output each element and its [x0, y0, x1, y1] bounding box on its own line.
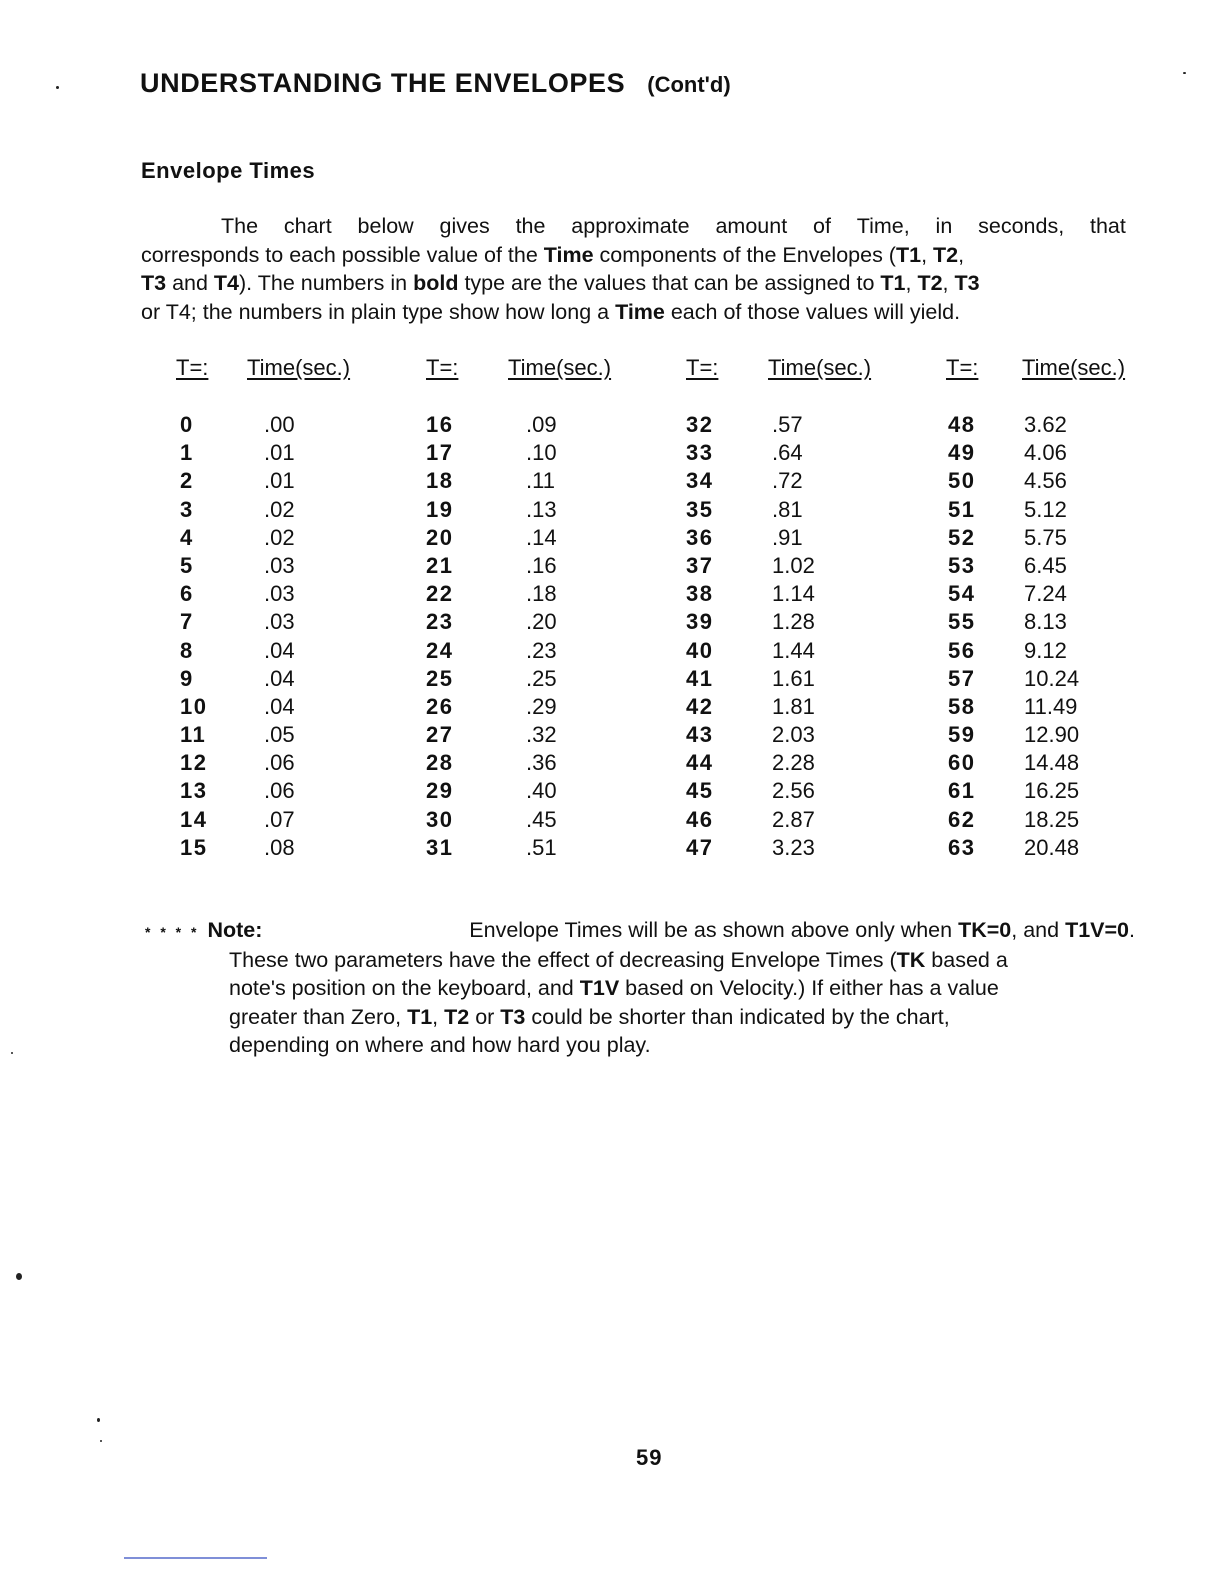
- scan-speck: [97, 1418, 100, 1422]
- time-value: .06: [264, 750, 295, 776]
- t-value: 43: [686, 722, 714, 748]
- t-value: 37: [686, 552, 714, 578]
- time-value: .51: [526, 834, 557, 860]
- t-header-3: T=:: [686, 355, 719, 380]
- intro-word: amount: [715, 214, 788, 238]
- note-line-5: depending on where and how hard you play.: [229, 1032, 651, 1057]
- t-value: 57: [948, 665, 976, 691]
- t-value: 8: [180, 637, 194, 663]
- time-value: .40: [526, 778, 557, 804]
- time-value: 18.25: [1024, 806, 1080, 832]
- time-value: 2.56: [772, 778, 815, 804]
- time-value: .07: [264, 806, 295, 832]
- t-value: 60: [948, 750, 976, 776]
- intro-word: of: [813, 214, 831, 238]
- note-stars: * * * *: [145, 924, 200, 940]
- scan-speck: [1183, 72, 1186, 74]
- time-value: .64: [772, 440, 803, 466]
- time-value: .32: [526, 722, 557, 748]
- time-value: .45: [526, 806, 557, 832]
- scan-speck: [56, 86, 59, 89]
- t-value: 17: [426, 440, 454, 466]
- time-value: 20.48: [1024, 834, 1080, 860]
- intro-line-1: [141, 212, 1126, 241]
- t-value: 26: [426, 693, 454, 719]
- intro-word: the: [515, 214, 546, 238]
- time-value: .57: [772, 412, 803, 437]
- t-value: 56: [948, 637, 976, 663]
- time-value: .18: [526, 581, 557, 607]
- note-line-3: note's position on the keyboard, and T1V based on Velocity.) If either has a value: [229, 976, 999, 1001]
- t-header-2: T=:: [426, 355, 459, 380]
- t-value: 25: [426, 665, 454, 691]
- t-value: 49: [948, 440, 976, 466]
- t-value: 40: [686, 637, 714, 663]
- t-value: 58: [948, 693, 976, 719]
- time-header-1: Time(sec.): [247, 355, 351, 380]
- page-title: [140, 68, 731, 99]
- time-value: 5.12: [1024, 496, 1067, 522]
- t-value: 61: [948, 778, 976, 804]
- time-value: 1.14: [772, 581, 815, 607]
- time-value: .25: [526, 665, 557, 691]
- time-value: .29: [526, 693, 557, 719]
- t-value: 24: [426, 637, 454, 663]
- t-value: 44: [686, 750, 714, 776]
- t-value: 18: [426, 468, 454, 494]
- time-value: 6.45: [1024, 552, 1067, 578]
- t-value: 10: [180, 693, 208, 719]
- t-value: 62: [948, 806, 976, 832]
- time-value: 16.25: [1024, 778, 1080, 804]
- t-value: 55: [948, 609, 976, 635]
- time-value: .01: [264, 440, 295, 466]
- intro-word: that: [1090, 214, 1126, 238]
- time-value: .36: [526, 750, 557, 776]
- note-line-2: These two parameters have the effect of decreasing Envelope Times (TK based a: [229, 948, 1008, 973]
- time-value: 8.13: [1024, 609, 1067, 635]
- time-value: 1.81: [772, 693, 815, 719]
- time-value: 2.87: [772, 806, 815, 832]
- scan-speck: [11, 1052, 13, 1054]
- time-value: 1.28: [772, 609, 815, 635]
- time-value: .72: [772, 468, 803, 494]
- time-value: .16: [526, 552, 557, 578]
- time-header-2: Time(sec.): [508, 355, 612, 380]
- intro-word: approximate: [571, 214, 690, 238]
- t-value: 22: [426, 581, 454, 607]
- time-value: .03: [264, 609, 295, 635]
- t-value: 47: [686, 834, 714, 860]
- t-value: 29: [426, 778, 454, 804]
- intro-word: The: [221, 214, 259, 238]
- time-value: .03: [264, 552, 295, 578]
- t-value: 31: [426, 834, 454, 860]
- intro-word: in: [935, 214, 953, 238]
- time-value: .04: [264, 637, 295, 663]
- time-value: .05: [264, 722, 295, 748]
- t-value: 52: [948, 524, 976, 550]
- intro-line-3: T3 and T4). The numbers in bold type are the values that can be assigned to T1, T2, T3: [141, 271, 980, 295]
- intro-word: chart: [283, 214, 332, 238]
- time-value: .81: [772, 496, 803, 522]
- time-value: 3.23: [772, 834, 815, 860]
- note-label: Note:: [207, 918, 263, 942]
- t-value: 28: [426, 750, 454, 776]
- t-value: 59: [948, 722, 976, 748]
- t-value: 63: [948, 834, 976, 860]
- time-value: .20: [526, 609, 557, 635]
- t-value: 2: [180, 468, 194, 494]
- intro-word: Time,: [856, 214, 910, 238]
- time-value: .91: [772, 524, 803, 550]
- t-value: 19: [426, 496, 454, 522]
- t-value: 9: [180, 665, 194, 691]
- time-header-3: Time(sec.): [768, 355, 872, 380]
- t-value: 0: [180, 412, 194, 437]
- time-value: 4.06: [1024, 440, 1067, 466]
- time-value: .10: [526, 440, 557, 466]
- t-header-4: T=:: [946, 355, 979, 380]
- t-value: 35: [686, 496, 714, 522]
- time-value: 2.03: [772, 722, 815, 748]
- t-value: 6: [180, 581, 194, 607]
- time-value: .02: [264, 524, 295, 550]
- time-value: 2.28: [772, 750, 815, 776]
- t-value: 13: [180, 778, 208, 804]
- note-line-1: * * * * Note: Envelope Times will be as shown above only when TK=0, and T1V=0.: [145, 918, 1135, 942]
- t-value: 42: [686, 693, 714, 719]
- time-value: 1.44: [772, 637, 815, 663]
- t-value: 5: [180, 552, 194, 578]
- t-value: 20: [426, 524, 454, 550]
- time-value: 1.02: [772, 552, 815, 578]
- time-value: 11.49: [1024, 693, 1078, 719]
- intro-word: gives: [439, 214, 490, 238]
- time-value: .23: [526, 637, 557, 663]
- time-value: .02: [264, 496, 295, 522]
- note-line-4: greater than Zero, T1, T2 or T3 could be shorter than indicated by the chart,: [229, 1004, 950, 1029]
- time-value: .08: [264, 834, 295, 860]
- t-value: 11: [180, 722, 207, 748]
- time-value: 14.48: [1024, 750, 1080, 776]
- t-value: 36: [686, 524, 714, 550]
- page-number: 59: [636, 1445, 663, 1470]
- scan-speck: [16, 1273, 22, 1280]
- intro-paragraph: [141, 212, 1126, 326]
- time-value: .06: [264, 778, 295, 804]
- t-value: 27: [426, 722, 454, 748]
- intro-line-4: or T4; the numbers in plain type show how long a Time each of those values will yield.: [141, 299, 961, 324]
- time-header-4: Time(sec.): [1022, 355, 1126, 380]
- time-value: 12.90: [1024, 722, 1080, 748]
- t-value: 39: [686, 609, 714, 635]
- time-value: 10.24: [1024, 665, 1080, 691]
- t-value: 51: [948, 496, 976, 522]
- t-value: 23: [426, 609, 454, 635]
- t-value: 48: [948, 412, 976, 437]
- time-value: .01: [264, 468, 295, 494]
- time-value: 7.24: [1024, 581, 1067, 607]
- time-value: .14: [526, 524, 557, 550]
- t-value: 41: [686, 665, 714, 691]
- time-value: .03: [264, 581, 295, 607]
- t-value: 54: [948, 581, 976, 607]
- time-value: .04: [264, 693, 295, 719]
- t-value: 45: [686, 778, 714, 804]
- time-value: .04: [264, 665, 295, 691]
- t-value: 21: [426, 552, 454, 578]
- t-value: 32: [686, 412, 714, 437]
- t-value: 34: [686, 468, 714, 494]
- time-value: .09: [526, 412, 557, 437]
- intro-word: below: [357, 214, 414, 238]
- t-value: 1: [180, 440, 194, 466]
- time-value: 5.75: [1024, 524, 1067, 550]
- t-value: 46: [686, 806, 714, 832]
- t-value: 3: [180, 496, 194, 522]
- t-value: 15: [180, 834, 208, 860]
- title-text: UNDERSTANDING THE ENVELOPES: [140, 68, 626, 98]
- t-value: 50: [948, 468, 976, 494]
- time-value: 4.56: [1024, 468, 1067, 494]
- t-value: 14: [180, 806, 208, 832]
- time-value: 3.62: [1024, 412, 1067, 437]
- t-value: 12: [180, 750, 208, 776]
- time-value: .00: [264, 412, 295, 437]
- time-value: .11: [526, 468, 555, 494]
- intro-word: seconds,: [978, 214, 1065, 238]
- t-value: 53: [948, 552, 976, 578]
- section-heading: Envelope Times: [141, 158, 316, 183]
- t-value: 38: [686, 581, 714, 607]
- t-value: 4: [180, 524, 194, 550]
- scan-speck: [100, 1440, 102, 1442]
- bottom-rule: [124, 1557, 267, 1559]
- t-header-1: T=:: [176, 355, 209, 380]
- t-value: 16: [426, 412, 454, 437]
- time-value: 9.12: [1024, 637, 1067, 663]
- t-value: 30: [426, 806, 454, 832]
- time-value: .13: [526, 496, 557, 522]
- time-value: 1.61: [772, 665, 815, 691]
- t-value: 33: [686, 440, 714, 466]
- intro-line-2: corresponds to each possible value of the Time components of the Envelopes (T1, T2,: [141, 242, 965, 267]
- title-suffix: (Cont'd): [647, 72, 731, 97]
- note-paragraph: [145, 916, 1135, 1059]
- t-value: 7: [180, 609, 194, 635]
